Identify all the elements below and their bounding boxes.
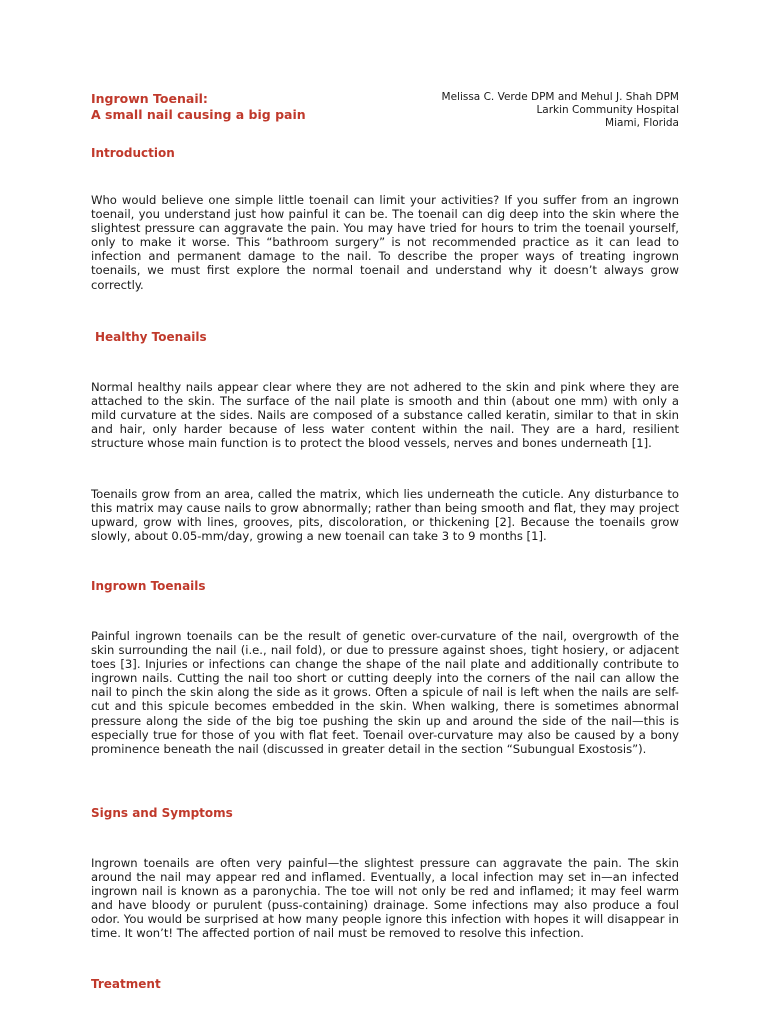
heading-treatment: Treatment xyxy=(91,977,161,991)
document-title xyxy=(91,91,306,123)
signs-paragraph: Ingrown toenails are often very painful—the slightest pressure can aggravate the pain. The skin around the nail may appear red and inflamed. Eventually, a local infection may set in—an infected ingrown nail is known as a paronychia. The toe will not only be red and inflamed; it may feel warm and have bloody or purulent (puss-containing) drainage. Some infections may also produce a foul odor. You would be surprised at how many people ignore this infection with hopes it will disappear in time. It won’t! The affected portion of nail must be removed to resolve this infection. xyxy=(91,856,679,941)
location: Miami, Florida xyxy=(605,117,679,129)
authors: Melissa C. Verde DPM and Mehul J. Shah DPM xyxy=(441,91,679,103)
document-header xyxy=(91,91,679,131)
author-block xyxy=(442,91,679,130)
heading-ingrown-toenails: Ingrown Toenails xyxy=(91,579,206,593)
title-line-1: Ingrown Toenail: xyxy=(91,91,208,106)
heading-signs-and-symptoms: Signs and Symptoms xyxy=(91,806,233,820)
healthy-paragraph-2: Toenails grow from an area, called the matrix, which lies underneath the cuticle. Any disturbance to this matrix may cause nails to grow abnormally; rather than being smooth and flat, they may project upward, grow with lines, grooves, pits, discoloration, or thickening [2]. Because the toenails grow slowly, about 0.05-mm/day, growing a new toenail can take 3 to 9 months [1]. xyxy=(91,487,679,544)
institution: Larkin Community Hospital xyxy=(536,104,679,116)
introduction-paragraph: Who would believe one simple little toenail can limit your activities? If you suffer from an ingrown toenail, you understand just how painful it can be. The toenail can dig deep into the skin where the slightest pressure can aggravate the pain. You may have tried for hours to trim the toenail yourself, only to make it worse. This “bathroom surgery” is not recommended practice as it can lead to infection and permanent damage to the nail. To describe the proper ways of treating ingrown toenails, we must first explore the normal toenail and understand why it doesn’t always grow correctly. xyxy=(91,193,679,292)
heading-healthy-toenails: Healthy Toenails xyxy=(95,330,207,344)
healthy-paragraph-1: Normal healthy nails appear clear where they are not adhered to the skin and pink where they are attached to the skin. The surface of the nail plate is smooth and thin (about one mm) with only a mild curvature at the sides. Nails are composed of a substance called keratin, similar to that in skin and hair, only harder because of less water content within the nail. They are a hard, resilient structure whose main function is to protect the blood vessels, nerves and bones underneath [1]. xyxy=(91,380,679,451)
heading-introduction: Introduction xyxy=(91,146,175,160)
ingrown-paragraph: Painful ingrown toenails can be the result of genetic over-curvature of the nail, overgrowth of the skin surrounding the nail (i.e., nail fold), or due to pressure against shoes, tight hosiery, or adjacent toes [3]. Injuries or infections can change the shape of the nail plate and additionally contribute to ingrown nails. Cutting the nail too short or cutting deeply into the corners of the nail can allow the nail to pinch the skin along the side as it grows. Often a spicule of nail is left when the nails are self-cut and this spicule becomes embedded in the skin. When walking, there is sometimes abnormal pressure along the side of the big toe pushing the skin up and around the side of the nail—this is especially true for those of you with flat feet. Toenail over-curvature may also be caused by a bony prominence beneath the nail (discussed in greater detail in the section “Subungual Exostosis”). xyxy=(91,629,679,756)
title-line-2: A small nail causing a big pain xyxy=(91,107,306,122)
